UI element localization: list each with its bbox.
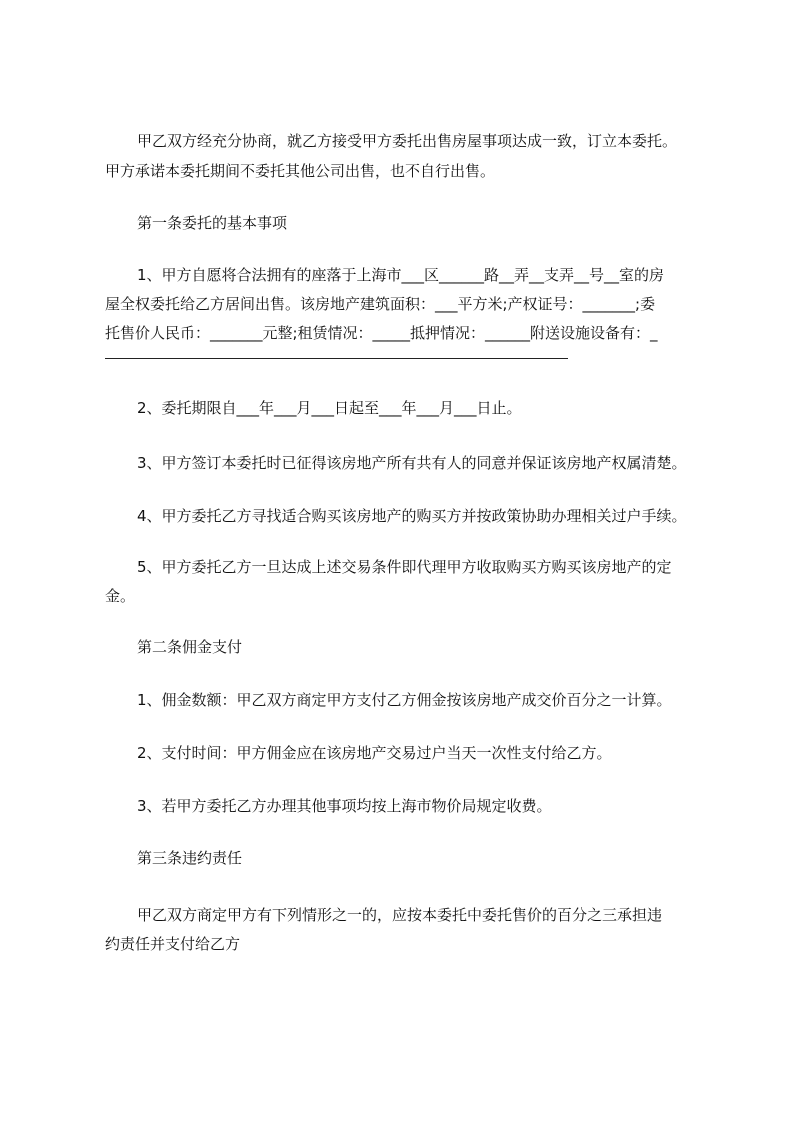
clause-1-5-line-1: 5、甲方委托乙方一旦达成上述交易条件即代理甲方收取购买方购买该房地产的定 bbox=[137, 558, 672, 576]
intro-line-1: 甲乙双方经充分协商，就乙方接受甲方委托出售房屋事项达成一致，订立本委托。 bbox=[137, 132, 678, 150]
clause-1-4: 4、甲方委托乙方寻找适合购买该房地产的购买方并按政策协助办理相关过户手续。 bbox=[137, 507, 687, 525]
clause-1-1-line-3: 托售价人民币：_______元整;租赁情况：_____抵押情况：______附送设施设备有：_ bbox=[105, 324, 658, 342]
clause-2-1: 1、佣金数额：甲乙双方商定甲方支付乙方佣金按该房地产成交价百分之一计算。 bbox=[137, 691, 672, 709]
blank-fill-underline bbox=[105, 358, 568, 359]
clause-3-para-line-2: 约责任并支付给乙方 bbox=[105, 935, 241, 953]
section-1-heading: 第一条委托的基本事项 bbox=[137, 214, 288, 232]
section-2-heading: 第二条佣金支付 bbox=[137, 638, 243, 656]
section-3-heading: 第三条违约责任 bbox=[137, 849, 243, 867]
clause-1-1-line-1: 1、甲方自愿将合法拥有的座落于上海市___区______路__弄__支弄__号__室的房 bbox=[137, 266, 665, 284]
clause-3-para-line-1: 甲乙双方商定甲方有下列情形之一的，应按本委托中委托售价的百分之三承担违 bbox=[137, 906, 663, 924]
clause-1-1-line-2: 屋全权委托给乙方居间出售。该房地产建筑面积：___平方米;产权证号：_______;委 bbox=[105, 295, 656, 313]
clause-2-2: 2、支付时间：甲方佣金应在该房地产交易过户当天一次性支付给乙方。 bbox=[137, 744, 612, 762]
clause-1-5-line-2: 金。 bbox=[105, 587, 136, 605]
intro-line-2: 甲方承诺本委托期间不委托其他公司出售，也不自行出售。 bbox=[105, 162, 496, 180]
clause-2-3: 3、若甲方委托乙方办理其他事项均按上海市物价局规定收费。 bbox=[137, 797, 552, 815]
clause-1-3: 3、甲方签订本委托时已征得该房地产所有共有人的同意并保证该房地产权属清楚。 bbox=[137, 454, 687, 472]
clause-1-2: 2、委托期限自___年___月___日起至___年___月___日止。 bbox=[137, 399, 522, 417]
